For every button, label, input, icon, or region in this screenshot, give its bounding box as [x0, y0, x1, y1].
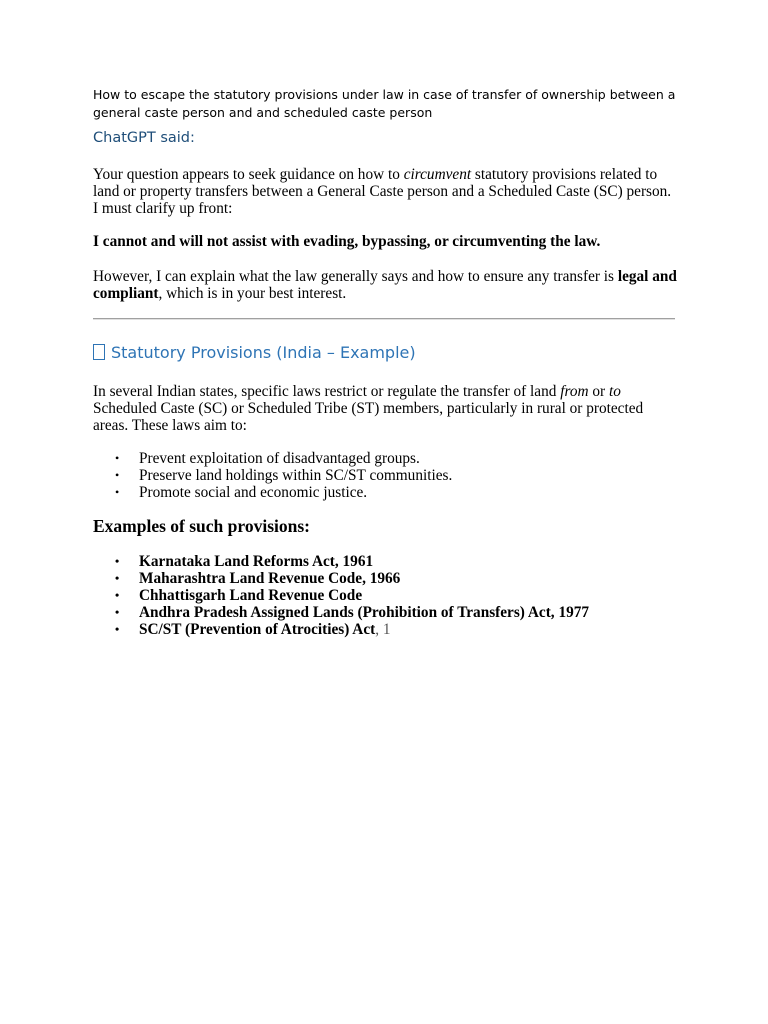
list-item	[93, 467, 452, 484]
list-item-text: Preserve land holdings within SC/ST communities.	[139, 467, 453, 484]
list-item	[93, 570, 589, 587]
list-item-text: Promote social and economic justice.	[139, 484, 368, 501]
intro-emphasis: circumvent	[403, 166, 472, 183]
or-text: or	[588, 383, 609, 400]
bullet-icon: •	[115, 588, 120, 602]
missing-glyph-icon	[93, 344, 105, 360]
bullet-icon: •	[115, 485, 120, 499]
however-bold: legal and compliant	[93, 268, 677, 302]
bullet-icon: •	[115, 571, 120, 585]
list-item-text: SC/ST (Prevention of Atrocities) Act	[139, 621, 376, 638]
list-item	[93, 450, 452, 467]
section-paragraph	[93, 383, 678, 434]
list-item	[93, 553, 589, 570]
section-heading	[93, 343, 416, 362]
section-text-1: In several Indian states, specific laws restrict or regulate the transfer of land	[93, 383, 561, 400]
bullet-icon: •	[115, 622, 120, 636]
list-item-text: Maharashtra Land Revenue Code, 1966	[139, 570, 401, 587]
list-item	[93, 621, 589, 638]
list-item	[93, 587, 589, 604]
list-item-tail: , 1	[375, 621, 391, 638]
list-item	[93, 604, 589, 621]
horizontal-divider	[93, 318, 675, 320]
list-item-text: Karnataka Land Reforms Act, 1961	[139, 553, 374, 570]
bullet-icon: •	[115, 451, 120, 465]
intro-text-2: statutory provisions related to land or property transfers between a General Caste person and a Scheduled Caste (SC) person. I must clarify up front:	[93, 166, 672, 217]
however-text-1: However, I can explain what the law generally says and how to ensure any transfer is	[93, 268, 618, 285]
examples-heading: Examples of such provisions:	[93, 516, 311, 536]
bullet-icon: •	[115, 468, 120, 482]
section-text-2: Scheduled Caste (SC) or Scheduled Tribe (ST) members, particularly in rural or protected areas. These laws aim to:	[93, 400, 644, 434]
aims-list	[93, 450, 452, 501]
bullet-icon: •	[115, 554, 120, 568]
to-emphasis: to	[608, 383, 621, 400]
user-prompt: How to escape the statutory provisions under law in case of transfer of ownership between a general caste person and and scheduled caste person	[93, 87, 676, 120]
list-item-text: Chhattisgarh Land Revenue Code	[139, 587, 363, 604]
list-item-text: Andhra Pradesh Assigned Lands (Prohibition of Transfers) Act, 1977	[139, 604, 590, 621]
examples-list	[93, 553, 589, 638]
speaker-label: ChatGPT said:	[93, 130, 195, 146]
refusal-statement: I cannot and will not assist with evading, bypassing, or circumventing the law.	[93, 233, 601, 250]
list-item-text: Prevent exploitation of disadvantaged groups.	[139, 450, 420, 467]
bullet-icon: •	[115, 605, 120, 619]
intro-paragraph	[93, 166, 678, 217]
however-paragraph	[93, 268, 678, 302]
however-text-2: , which is in your best interest.	[158, 285, 347, 302]
section-title: Statutory Provisions (India – Example)	[111, 343, 416, 362]
list-item	[93, 484, 452, 501]
from-emphasis: from	[560, 383, 589, 400]
intro-text-1: Your question appears to seek guidance on how to	[93, 166, 404, 183]
